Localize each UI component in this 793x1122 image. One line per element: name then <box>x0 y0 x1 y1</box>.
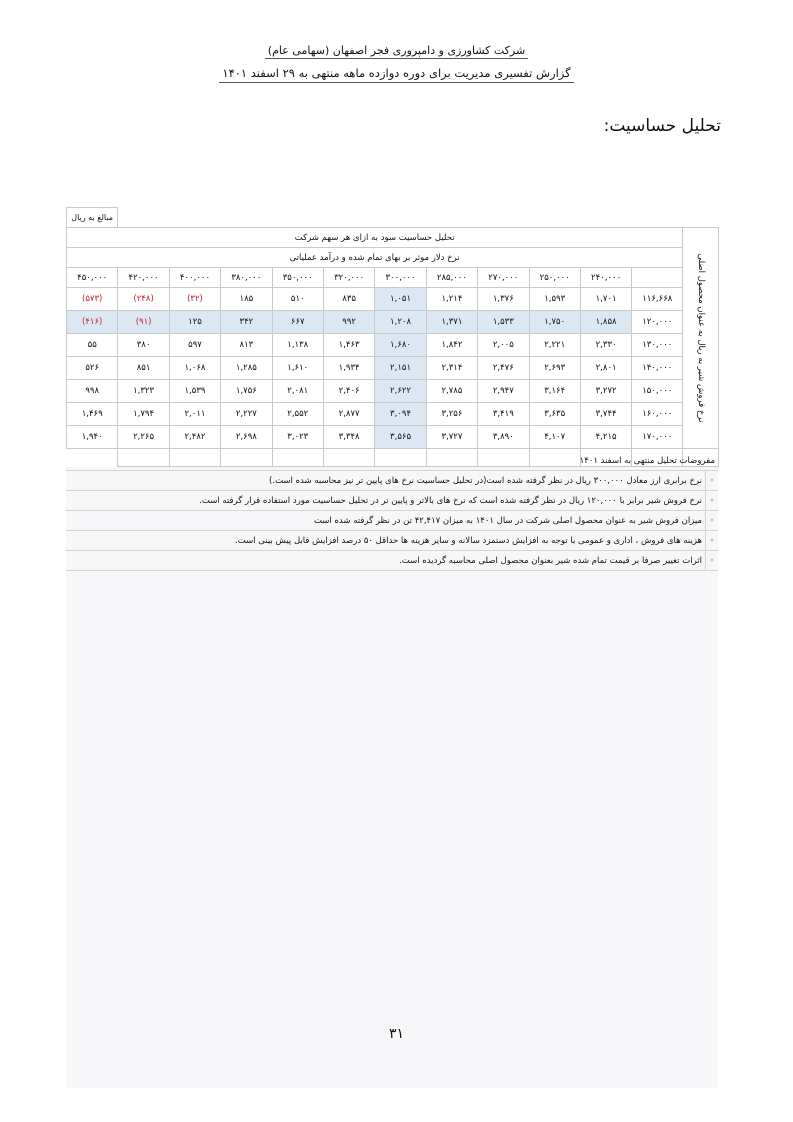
table-cell: ۱,۹۳۴ <box>323 357 374 380</box>
table-cell: ۸۵۱ <box>118 357 169 380</box>
table-cell: ۱,۹۴۰ <box>67 426 118 449</box>
table-cell: ۱,۷۵۶ <box>221 380 272 403</box>
table-cell: ۸۱۳ <box>221 334 272 357</box>
note-text: میزان فروش شیر به عنوان محصول اصلی شرکت در سال ۱۴۰۱ به میزان ۴۲,۴۱۷ تن در نظر گرفته شده است <box>66 511 706 531</box>
column-header: ۲۷۰,۰۰۰ <box>478 268 529 288</box>
table-row <box>67 380 719 403</box>
table-cell: ۳۸۰ <box>118 334 169 357</box>
table-cell: ۱,۸۴۲ <box>426 334 477 357</box>
page-number: ۳۱ <box>388 1026 405 1042</box>
note-item <box>66 511 718 531</box>
note-text: اثرات تغییر صرفا بر قیمت تمام شده شیر بعنوان محصول اصلی محاسبه گردیده است. <box>66 551 706 571</box>
column-header-row <box>67 268 719 288</box>
table-row <box>67 334 719 357</box>
note-text: نرخ فروش شیر برابر با ۱۲۰,۰۰۰ ریال در نظر گرفته شده است که نرخ های بالاتر و پایین تر در تحلیل حساسیت مورد استفاده قرار گرفته است. <box>66 491 706 511</box>
table-row <box>67 357 719 380</box>
table-cell: ۱,۲۸۵ <box>221 357 272 380</box>
column-header: ۲۵۰,۰۰۰ <box>529 268 580 288</box>
table-cell: ۲,۰۸۱ <box>272 380 323 403</box>
notes-title: مفروضات تحلیل منتهی به اسفند ۱۴۰۱ <box>66 451 718 471</box>
table-cell: ۱,۴۶۳ <box>323 334 374 357</box>
bullet-icon: ◦ <box>706 511 719 531</box>
table-cell: ۳,۰۲۳ <box>272 426 323 449</box>
table-cell: ۲,۵۵۲ <box>272 403 323 426</box>
note-text: نرخ برابری ارز معادل ۳۰۰,۰۰۰ ریال در نظر گرفته شده است(در تحلیل حساسیت نرخ های پایین تر نیز محاسبه شده است.) <box>66 471 706 491</box>
table-cell: ۳۴۲ <box>221 311 272 334</box>
table-cell: ۳,۷۲۷ <box>426 426 477 449</box>
column-header: ۳۵۰,۰۰۰ <box>272 268 323 288</box>
assumptions-notes <box>66 451 718 571</box>
table-cell: ۱,۱۳۸ <box>272 334 323 357</box>
table-cell: ۲,۴۷۶ <box>478 357 529 380</box>
row-label: ۱۶۰,۰۰۰ <box>632 403 683 426</box>
column-header: ۴۰۰,۰۰۰ <box>169 268 220 288</box>
note-item <box>66 531 718 551</box>
table-cell: ۳,۲۵۶ <box>426 403 477 426</box>
table-cell: ۲,۲۶۵ <box>118 426 169 449</box>
table-cell: ۲,۸۰۱ <box>580 357 631 380</box>
note-text: هزینه های فروش ، اداری و عمومی با توجه به افزایش دستمزد سالانه و سایر هزینه ها حداقل ۵۰ درصد افزایش قابل پیش بینی است. <box>66 531 706 551</box>
table-cell: ۵۹۷ <box>169 334 220 357</box>
table-cell: ۱,۶۱۰ <box>272 357 323 380</box>
table-cell: ۱,۵۳۹ <box>169 380 220 403</box>
column-header: ۲۴۰,۰۰۰ <box>580 268 631 288</box>
table-cell: ۱,۰۵۱ <box>375 288 426 311</box>
table-cell: ۳,۱۶۴ <box>529 380 580 403</box>
table-cell: ۱۲۵ <box>169 311 220 334</box>
table-cell: ۲,۶۲۲ <box>375 380 426 403</box>
table-cell: ۱,۵۳۳ <box>478 311 529 334</box>
column-header: ۴۵۰,۰۰۰ <box>67 268 118 288</box>
table-cell: ۴,۱۰۷ <box>529 426 580 449</box>
table-cell: ۲,۲۲۱ <box>529 334 580 357</box>
table-cell: (۴۱۶) <box>67 311 118 334</box>
table-subtitle: نرخ دلار موثر بر بهای تمام شده و درآمد عملیاتی <box>67 248 683 268</box>
table-cell: ۵۲۶ <box>67 357 118 380</box>
table-row <box>67 311 719 334</box>
table-cell: ۱,۳۷۱ <box>426 311 477 334</box>
table-cell: ۱۸۵ <box>221 288 272 311</box>
table-cell: (۲۴۸) <box>118 288 169 311</box>
table-cell: ۲,۶۹۸ <box>221 426 272 449</box>
table-title: تحلیل حساسیت سود به ازای هر سهم شرکت <box>67 228 683 248</box>
side-axis-label: نرخ فروش شیر به ریال به عنوان محصول اصلی <box>695 253 706 423</box>
table-cell: ۲,۲۲۷ <box>221 403 272 426</box>
table-cell: ۴,۲۱۵ <box>580 426 631 449</box>
report-title: گزارش تفسیری مدیریت برای دوره دوازده ماهه منتهی به ۲۹ اسفند ۱۴۰۱ <box>0 66 793 80</box>
table-cell: ۲,۴۸۲ <box>169 426 220 449</box>
table-cell: ۲,۰۰۵ <box>478 334 529 357</box>
table-cell: ۲,۸۷۷ <box>323 403 374 426</box>
table-cell: ۱,۸۵۸ <box>580 311 631 334</box>
table-cell: ۱,۶۸۰ <box>375 334 426 357</box>
table-cell: ۳,۳۴۸ <box>323 426 374 449</box>
table-cell: ۲,۳۱۴ <box>426 357 477 380</box>
table-cell: ۹۹۸ <box>67 380 118 403</box>
table-cell: (۹۱) <box>118 311 169 334</box>
row-label: ۱۵۰,۰۰۰ <box>632 380 683 403</box>
table-cell: ۱,۷۰۱ <box>580 288 631 311</box>
table-cell: ۳,۷۴۴ <box>580 403 631 426</box>
table-cell: ۱,۴۶۹ <box>67 403 118 426</box>
row-label: ۱۷۰,۰۰۰ <box>632 426 683 449</box>
table-row <box>67 426 719 449</box>
bullet-icon: ◦ <box>706 491 719 511</box>
table-cell: ۱,۳۲۳ <box>118 380 169 403</box>
column-header: ۳۰۰,۰۰۰ <box>375 268 426 288</box>
table-cell: ۵۱۰ <box>272 288 323 311</box>
table-cell: ۳,۶۳۵ <box>529 403 580 426</box>
bullet-icon: ◦ <box>706 551 719 571</box>
table-cell: ۲,۱۵۱ <box>375 357 426 380</box>
row-label: ۱۲۰,۰۰۰ <box>632 311 683 334</box>
table-cell: ۲,۹۴۷ <box>478 380 529 403</box>
table-cell: (۵۷۳) <box>67 288 118 311</box>
table-cell: (۳۲) <box>169 288 220 311</box>
column-header: ۴۲۰,۰۰۰ <box>118 268 169 288</box>
table-row <box>67 288 719 311</box>
company-name: شرکت کشاورزی و دامپروری فجر اصفهان (سهامی عام) <box>0 44 793 57</box>
table-cell: ۱,۲۰۸ <box>375 311 426 334</box>
bullet-icon: ◦ <box>706 531 719 551</box>
row-label: ۱۴۰,۰۰۰ <box>632 357 683 380</box>
table-cell: ۱,۷۹۴ <box>118 403 169 426</box>
note-item <box>66 471 718 491</box>
column-header: ۳۸۰,۰۰۰ <box>221 268 272 288</box>
table-cell: ۲,۷۸۵ <box>426 380 477 403</box>
unit-label: مبالغ به ریال <box>67 208 118 228</box>
table-cell: ۱,۷۵۰ <box>529 311 580 334</box>
table-cell: ۱,۲۱۴ <box>426 288 477 311</box>
table-cell: ۱,۳۷۶ <box>478 288 529 311</box>
table-cell: ۲,۴۰۶ <box>323 380 374 403</box>
table-cell: ۳,۵۶۵ <box>375 426 426 449</box>
table-cell: ۳,۴۱۹ <box>478 403 529 426</box>
sensitivity-table <box>66 207 719 467</box>
side-axis-label-cell <box>683 228 719 449</box>
table-row <box>67 403 719 426</box>
table-cell: ۲,۰۱۱ <box>169 403 220 426</box>
note-item <box>66 491 718 511</box>
table-cell: ۳,۸۹۰ <box>478 426 529 449</box>
table-cell: ۳,۲۷۲ <box>580 380 631 403</box>
row-label: ۱۳۰,۰۰۰ <box>632 334 683 357</box>
column-header: ۲۸۵,۰۰۰ <box>426 268 477 288</box>
table-cell: ۳,۰۹۴ <box>375 403 426 426</box>
note-item <box>66 551 718 571</box>
table-cell: ۹۹۲ <box>323 311 374 334</box>
column-header: ۳۲۰,۰۰۰ <box>323 268 374 288</box>
table-cell: ۱,۰۶۸ <box>169 357 220 380</box>
table-cell: ۵۵ <box>67 334 118 357</box>
table-cell: ۸۳۵ <box>323 288 374 311</box>
section-title: تحلیل حساسیت: <box>603 116 721 136</box>
corner-cell <box>632 268 683 288</box>
table-cell: ۲,۶۹۳ <box>529 357 580 380</box>
table-cell: ۶۶۷ <box>272 311 323 334</box>
table-cell: ۲,۳۳۰ <box>580 334 631 357</box>
row-label: ۱۱۶,۶۶۸ <box>632 288 683 311</box>
bullet-icon: ◦ <box>706 471 719 491</box>
table-cell: ۱,۵۹۳ <box>529 288 580 311</box>
